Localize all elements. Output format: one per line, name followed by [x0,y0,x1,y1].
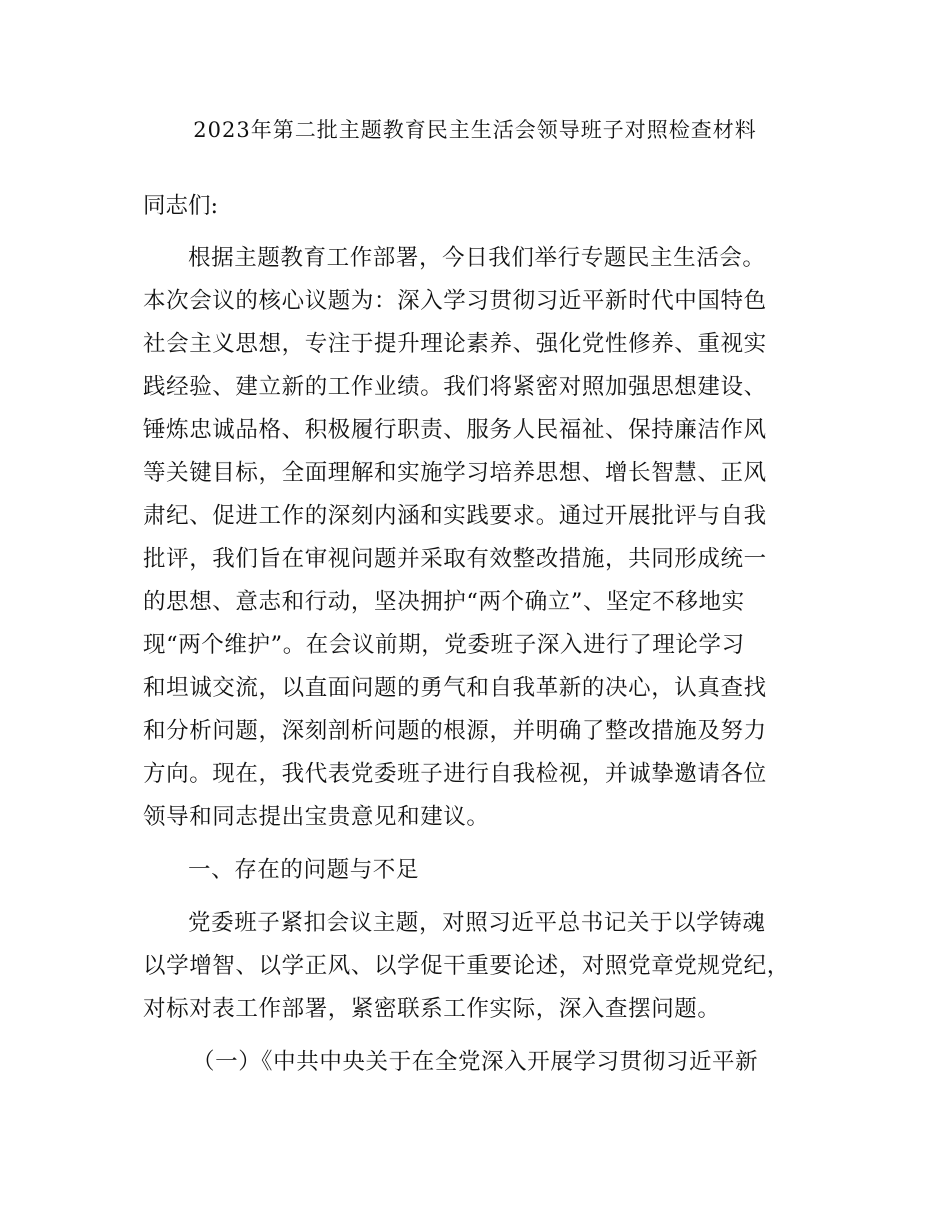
paragraph-line: 和坦诚交流，以直面问题的勇气和自我革新的决心，认真查找 [143,675,767,701]
paragraph-line: 本次会议的核心议题为：深入学习贯彻习近平新时代中国特色 [143,288,767,314]
paragraph-line: 的思想、意志和行动，坚决拥护“两个确立”、坚定不移地实 [143,589,745,615]
paragraph-line: 方向。现在，我代表党委班子进行自我检视，并诚挚邀请各位 [143,761,767,787]
paragraph-line: 领导和同志提出宝贵意见和建议。 [143,804,490,830]
section-heading: 一、存在的问题与不足 [188,857,420,883]
paragraph-line: 锤炼忠诚品格、积极履行职责、服务人民福祉、保持廉洁作风 [143,417,767,443]
paragraph-line: 践经验、建立新的工作业绩。我们将紧密对照加强思想建设、 [143,374,767,400]
paragraph-line: 社会主义思想，专注于提升理论素养、强化党性修养、重视实 [143,331,767,357]
paragraph-line: 党委班子紧扣会议主题，对照习近平总书记关于以学铸魂 [188,910,766,936]
paragraph-line: 批评，我们旨在审视问题并采取有效整改措施，共同形成统一 [143,546,767,572]
paragraph-line: 等关键目标，全面理解和实施学习培养思想、增长智慧、正风 [143,460,767,486]
paragraph-line: 和分析问题，深刻剖析问题的根源，并明确了整改措施及努力 [143,718,767,744]
paragraph-line: 现“两个维护”。在会议前期，党委班子深入进行了理论学习 [143,632,745,658]
greeting: 同志们: [143,193,219,219]
paragraph-line: 对标对表工作部署，紧密联系工作实际，深入查摆问题。 [143,996,721,1022]
subsection-heading: （一）《中共中央关于在全党深入开展学习贯彻习近平新 [192,1049,759,1075]
paragraph-line: 肃纪、促进工作的深刻内涵和实践要求。通过开展批评与自我 [143,503,767,529]
paragraph-line: 以学增智、以学正风、以学促干重要论述，对照党章党规党纪， [143,953,790,979]
paragraph-line: 根据主题教育工作部署，今日我们举行专题民主生活会。 [188,245,766,271]
document-title: 2023年第二批主题教育民主生活会领导班子对照检查材料 [193,118,757,142]
